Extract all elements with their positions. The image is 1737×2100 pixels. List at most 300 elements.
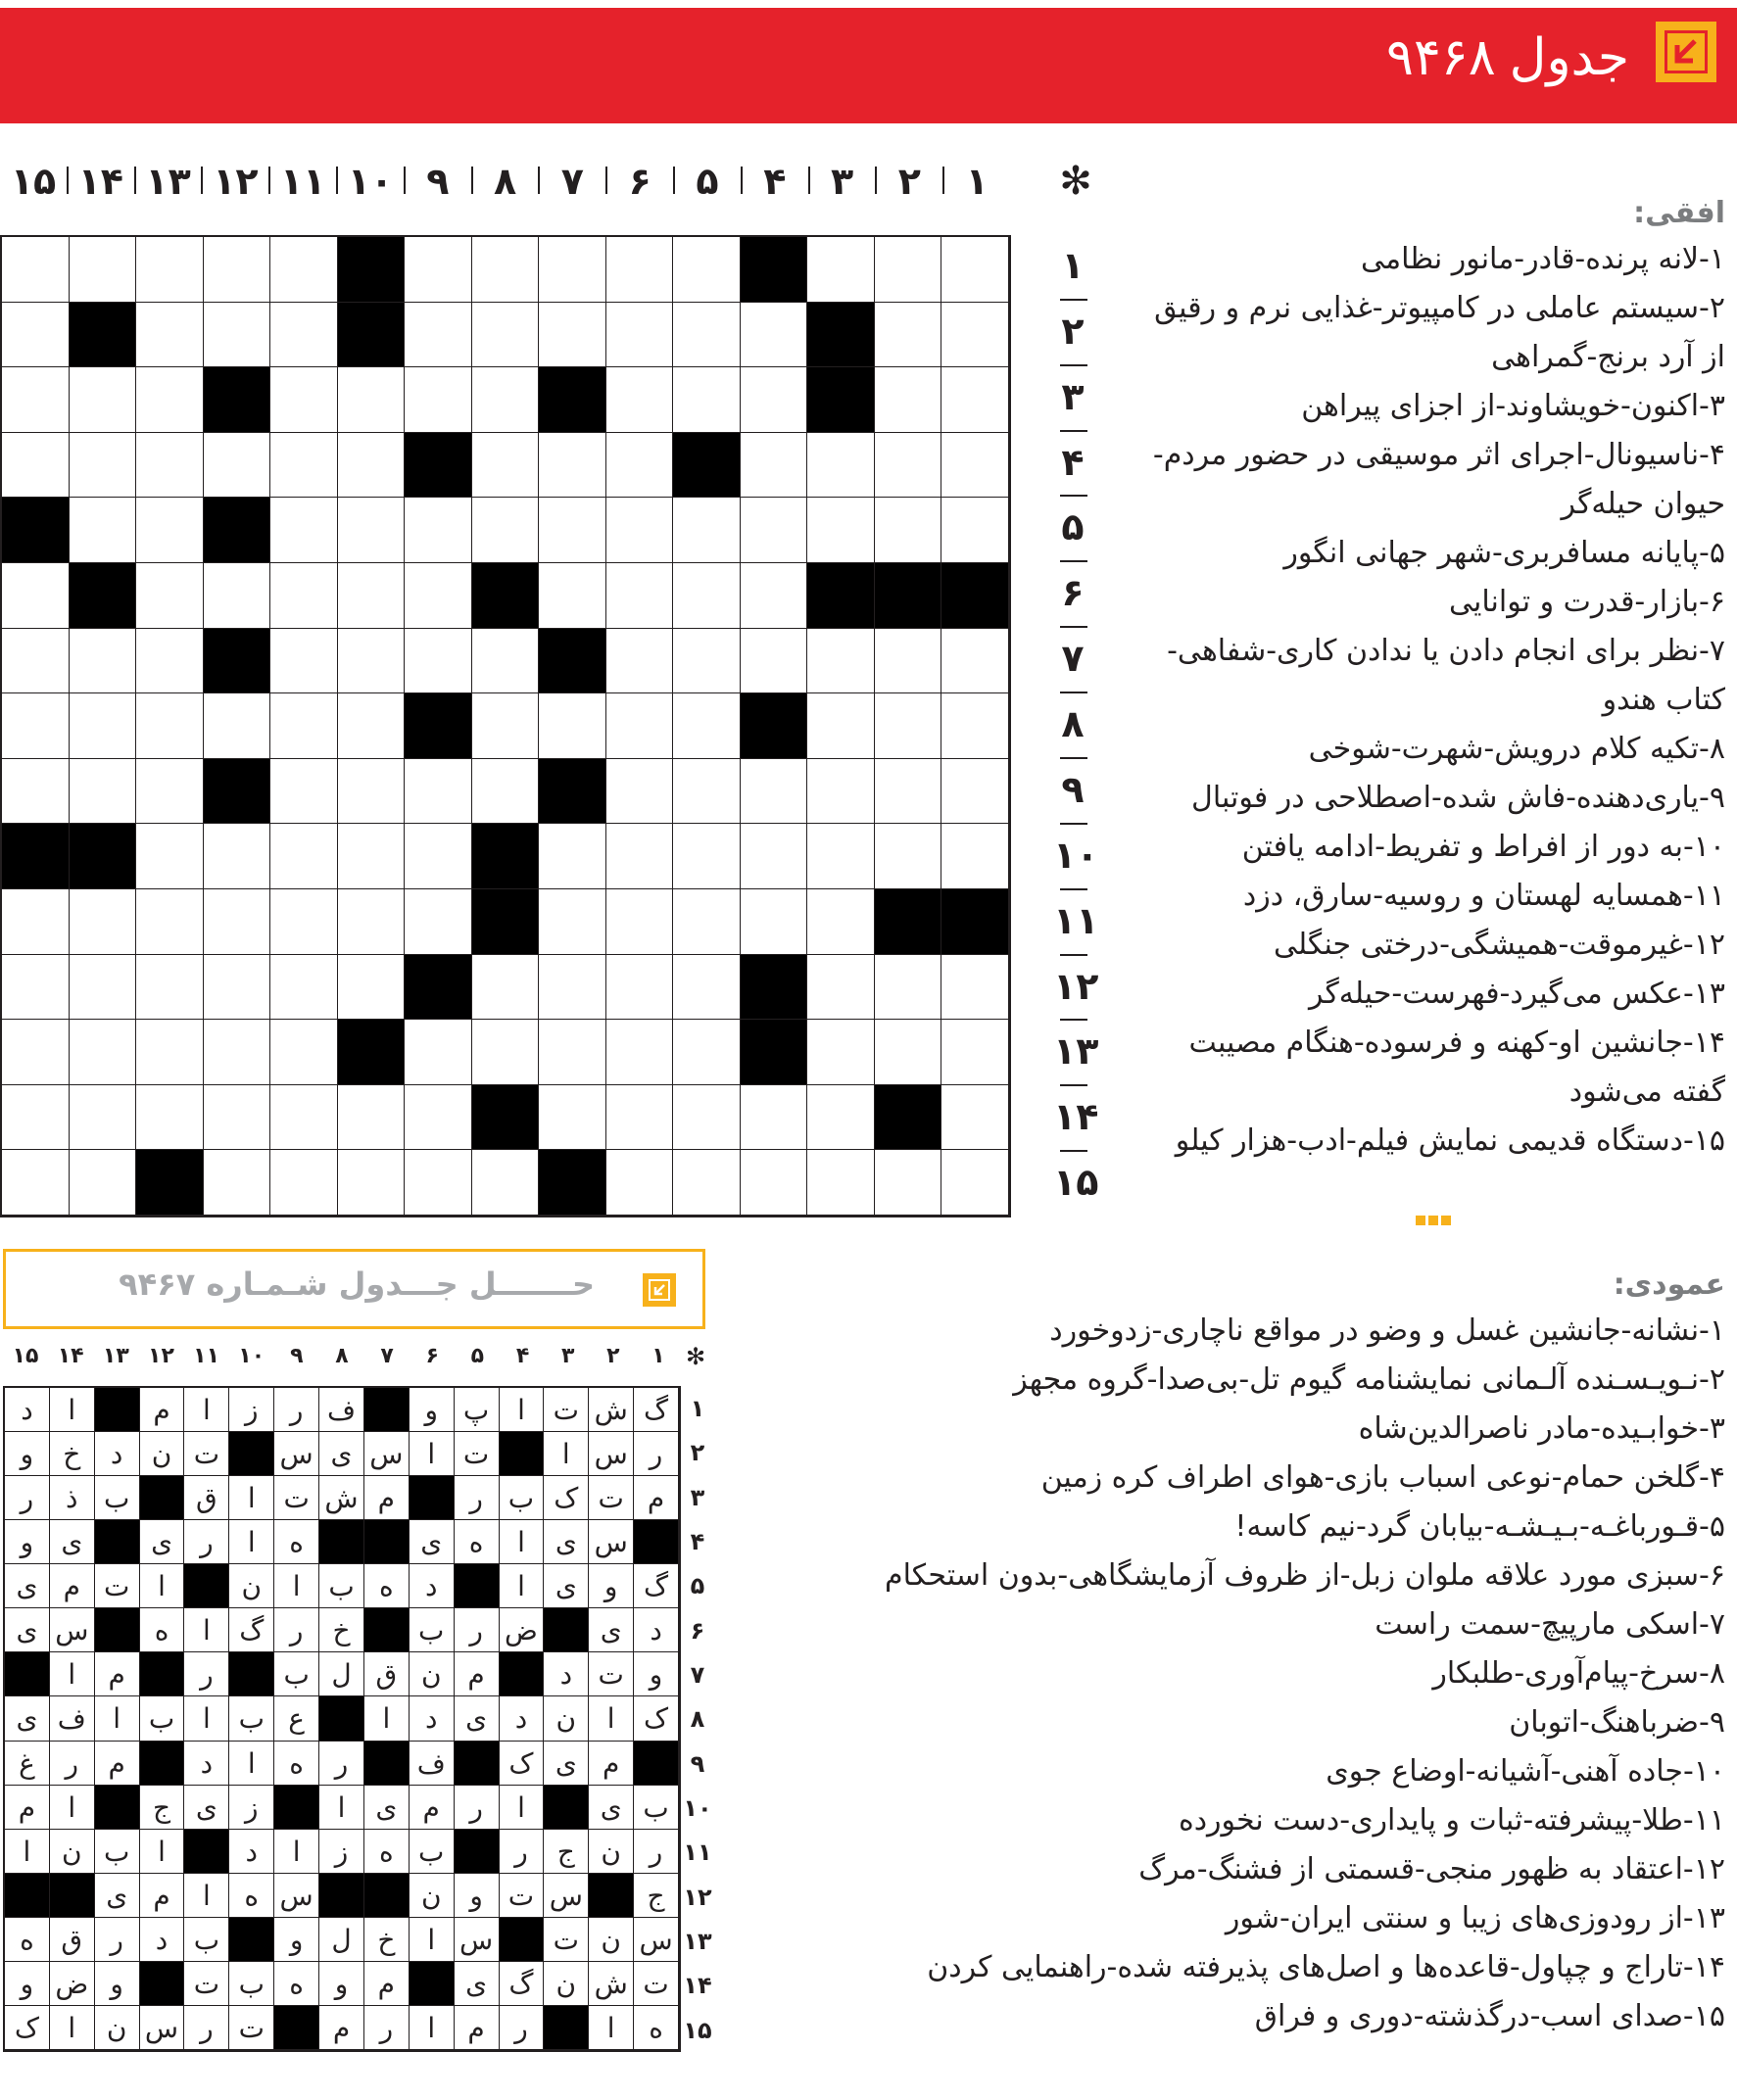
solution-letter-cell: پ xyxy=(455,1388,500,1432)
empty-cell[interactable] xyxy=(673,563,741,629)
column-number: ۱۳ xyxy=(145,160,191,203)
empty-cell[interactable] xyxy=(741,824,808,889)
solution-black-cell xyxy=(500,1652,545,1696)
empty-cell[interactable] xyxy=(606,563,674,629)
black-cell xyxy=(539,629,606,694)
solution-black-cell xyxy=(184,1564,229,1608)
solution-letter-cell: ر xyxy=(184,1520,229,1564)
empty-cell[interactable] xyxy=(204,1085,271,1151)
empty-cell[interactable] xyxy=(270,563,338,629)
empty-cell[interactable] xyxy=(606,889,674,955)
solution-letter-cell: ا xyxy=(364,1696,410,1741)
empty-cell[interactable] xyxy=(338,955,406,1021)
empty-cell[interactable] xyxy=(136,824,204,889)
black-cell xyxy=(472,1085,540,1151)
solution-letter-cell: ا xyxy=(500,1520,545,1564)
empty-cell[interactable] xyxy=(941,955,1009,1021)
solution-column-number: ۴ xyxy=(515,1344,530,1368)
empty-cell[interactable] xyxy=(472,1150,540,1216)
empty-cell[interactable] xyxy=(673,824,741,889)
solution-letter-cell: ا xyxy=(589,1696,634,1741)
empty-cell[interactable] xyxy=(472,367,540,433)
solution-column-number: ۸ xyxy=(335,1344,349,1368)
empty-cell[interactable] xyxy=(2,955,70,1021)
empty-cell[interactable] xyxy=(673,1020,741,1085)
empty-cell[interactable] xyxy=(606,1085,674,1151)
empty-cell[interactable] xyxy=(673,629,741,694)
empty-cell[interactable] xyxy=(472,237,540,303)
row-number: ۴ xyxy=(1061,440,1085,484)
empty-cell[interactable] xyxy=(606,824,674,889)
empty-cell[interactable] xyxy=(338,433,406,499)
solution-letter-cell: ا xyxy=(500,1388,545,1432)
empty-cell[interactable] xyxy=(270,1150,338,1216)
column-separator xyxy=(67,167,69,194)
empty-cell[interactable] xyxy=(472,759,540,825)
empty-cell[interactable] xyxy=(270,693,338,759)
empty-cell[interactable] xyxy=(741,498,808,563)
empty-cell[interactable] xyxy=(204,1020,271,1085)
empty-cell[interactable] xyxy=(136,1085,204,1151)
empty-cell[interactable] xyxy=(539,1085,606,1151)
empty-cell[interactable] xyxy=(941,1150,1009,1216)
column-separator xyxy=(134,167,136,194)
solution-letter-cell: ب xyxy=(410,1608,455,1652)
solution-letter-cell: و xyxy=(455,1874,500,1918)
empty-cell[interactable] xyxy=(2,303,70,368)
solution-row-number: ۱۴ xyxy=(683,1972,712,2000)
empty-cell[interactable] xyxy=(204,889,271,955)
empty-cell[interactable] xyxy=(539,303,606,368)
empty-cell[interactable] xyxy=(539,955,606,1021)
solution-letter-cell: د xyxy=(410,1696,455,1741)
empty-cell[interactable] xyxy=(807,1085,875,1151)
empty-cell[interactable] xyxy=(70,1085,137,1151)
empty-cell[interactable] xyxy=(2,693,70,759)
solution-letter-cell: ن xyxy=(95,2006,140,2050)
empty-cell[interactable] xyxy=(606,433,674,499)
empty-cell[interactable] xyxy=(270,824,338,889)
empty-cell[interactable] xyxy=(2,889,70,955)
empty-cell[interactable] xyxy=(472,433,540,499)
row-separator xyxy=(1060,888,1087,890)
empty-cell[interactable] xyxy=(70,1020,137,1085)
empty-cell[interactable] xyxy=(136,433,204,499)
empty-cell[interactable] xyxy=(405,237,472,303)
solution-black-cell xyxy=(95,1786,140,1830)
empty-cell[interactable] xyxy=(807,498,875,563)
empty-cell[interactable] xyxy=(741,433,808,499)
empty-cell[interactable] xyxy=(2,237,70,303)
empty-cell[interactable] xyxy=(472,629,540,694)
empty-cell[interactable] xyxy=(941,498,1009,563)
empty-cell[interactable] xyxy=(2,433,70,499)
column-number: ۵ xyxy=(696,160,719,203)
black-cell xyxy=(2,824,70,889)
solution-letter-cell: ت xyxy=(500,1874,545,1918)
empty-cell[interactable] xyxy=(270,955,338,1021)
empty-cell[interactable] xyxy=(270,759,338,825)
empty-cell[interactable] xyxy=(807,1150,875,1216)
empty-cell[interactable] xyxy=(405,498,472,563)
empty-cell[interactable] xyxy=(472,498,540,563)
empty-cell[interactable] xyxy=(807,629,875,694)
empty-cell[interactable] xyxy=(136,563,204,629)
empty-cell[interactable] xyxy=(204,563,271,629)
empty-cell[interactable] xyxy=(539,1020,606,1085)
empty-cell[interactable] xyxy=(875,498,942,563)
empty-cell[interactable] xyxy=(2,1085,70,1151)
empty-cell[interactable] xyxy=(807,237,875,303)
empty-cell[interactable] xyxy=(875,759,942,825)
empty-cell[interactable] xyxy=(70,889,137,955)
empty-cell[interactable] xyxy=(807,433,875,499)
empty-cell[interactable] xyxy=(204,1150,271,1216)
solution-letter-cell: م xyxy=(634,1476,679,1520)
empty-cell[interactable] xyxy=(941,1020,1009,1085)
empty-cell[interactable] xyxy=(70,498,137,563)
solution-column-number: ۵ xyxy=(470,1344,485,1368)
solution-letter-cell: خ xyxy=(364,1918,410,1962)
empty-cell[interactable] xyxy=(941,303,1009,368)
solution-black-cell xyxy=(364,1742,410,1786)
empty-cell[interactable] xyxy=(2,367,70,433)
empty-cell[interactable] xyxy=(136,367,204,433)
empty-cell[interactable] xyxy=(741,563,808,629)
empty-cell[interactable] xyxy=(673,237,741,303)
down-title: عمودی: xyxy=(1613,1267,1725,1302)
empty-cell[interactable] xyxy=(70,693,137,759)
empty-cell[interactable] xyxy=(472,955,540,1021)
empty-cell[interactable] xyxy=(338,367,406,433)
empty-cell[interactable] xyxy=(204,237,271,303)
solution-letter-cell: ی xyxy=(410,1520,455,1564)
solution-black-cell xyxy=(140,1476,185,1520)
empty-cell[interactable] xyxy=(136,303,204,368)
across-clue: ۷-نظر برای انجام دادن یا ندادن کاری-شفاهی-کتاب هندو xyxy=(1167,634,1725,717)
corner-star-icon: ✻ xyxy=(1059,159,1092,204)
empty-cell[interactable] xyxy=(472,693,540,759)
solution-letter-cell: م xyxy=(95,1652,140,1696)
row-number: ۲ xyxy=(1061,309,1085,353)
empty-cell[interactable] xyxy=(70,629,137,694)
solution-letter-cell: ت xyxy=(184,1962,229,2006)
solution-black-cell xyxy=(455,1830,500,1874)
empty-cell[interactable] xyxy=(472,303,540,368)
empty-cell[interactable] xyxy=(741,1150,808,1216)
empty-cell[interactable] xyxy=(338,1085,406,1151)
solution-column-number: ۱۴ xyxy=(57,1344,84,1368)
black-cell xyxy=(941,889,1009,955)
empty-cell[interactable] xyxy=(405,1150,472,1216)
solution-black-cell xyxy=(319,1520,364,1564)
empty-cell[interactable] xyxy=(941,759,1009,825)
solution-letter-cell: ا xyxy=(184,1608,229,1652)
empty-cell[interactable] xyxy=(338,498,406,563)
black-cell xyxy=(204,629,271,694)
solution-letter-cell: و xyxy=(589,1564,634,1608)
empty-cell[interactable] xyxy=(741,1085,808,1151)
solution-letter-cell: و xyxy=(95,1962,140,2006)
empty-cell[interactable] xyxy=(606,759,674,825)
empty-cell[interactable] xyxy=(539,498,606,563)
empty-cell[interactable] xyxy=(136,759,204,825)
empty-cell[interactable] xyxy=(338,1150,406,1216)
empty-cell[interactable] xyxy=(136,693,204,759)
column-number: ۷ xyxy=(560,160,584,203)
empty-cell[interactable] xyxy=(941,237,1009,303)
empty-cell[interactable] xyxy=(338,563,406,629)
empty-cell[interactable] xyxy=(539,824,606,889)
empty-cell[interactable] xyxy=(2,1150,70,1216)
empty-cell[interactable] xyxy=(875,1150,942,1216)
empty-cell[interactable] xyxy=(875,237,942,303)
empty-cell[interactable] xyxy=(875,1020,942,1085)
empty-cell[interactable] xyxy=(875,693,942,759)
empty-cell[interactable] xyxy=(405,1085,472,1151)
empty-cell[interactable] xyxy=(70,955,137,1021)
solution-black-cell xyxy=(364,1874,410,1918)
black-cell xyxy=(741,693,808,759)
down-clue: ۱-نشانه-جانشین غسل و وضو در مواقع ناچاری-زدوخورد xyxy=(1049,1313,1725,1348)
down-clue: ۱۱-طلا-پیشرفته-ثبات و پایداری-دست نخورده xyxy=(1178,1803,1725,1838)
empty-cell[interactable] xyxy=(673,759,741,825)
empty-cell[interactable] xyxy=(405,629,472,694)
empty-cell[interactable] xyxy=(606,303,674,368)
solution-letter-cell: غ xyxy=(5,1742,50,1786)
page-title xyxy=(1139,24,1629,92)
solution-letter-cell: ر xyxy=(95,1918,140,1962)
empty-cell[interactable] xyxy=(338,693,406,759)
solution-letter-cell: خ xyxy=(50,1432,95,1476)
down-clue: ۱۵-صدای اسب-درگذشته-دوری و فراق xyxy=(1254,1999,1725,2033)
solution-letter-cell: ع xyxy=(274,1696,319,1741)
empty-cell[interactable] xyxy=(270,367,338,433)
empty-cell[interactable] xyxy=(405,824,472,889)
empty-cell[interactable] xyxy=(875,367,942,433)
across-clue: ۱۱-همسایه لهستان و روسیه-سارق، دزد xyxy=(1242,879,1725,913)
row-number: ۱۱ xyxy=(1053,898,1099,942)
empty-cell[interactable] xyxy=(70,433,137,499)
empty-cell[interactable] xyxy=(741,367,808,433)
solution-letter-cell: م xyxy=(589,1742,634,1786)
solution-black-cell xyxy=(364,1608,410,1652)
empty-cell[interactable] xyxy=(606,955,674,1021)
solution-letter-cell: ر xyxy=(364,2006,410,2050)
empty-cell[interactable] xyxy=(270,1085,338,1151)
empty-cell[interactable] xyxy=(338,629,406,694)
empty-cell[interactable] xyxy=(270,433,338,499)
empty-cell[interactable] xyxy=(807,759,875,825)
empty-cell[interactable] xyxy=(673,303,741,368)
solution-letter-cell: ا xyxy=(5,1830,50,1874)
solution-letter-cell: ا xyxy=(500,1786,545,1830)
solution-letter-cell: ب xyxy=(500,1476,545,1520)
solution-letter-cell: ه xyxy=(455,1520,500,1564)
solution-column-number: ۷ xyxy=(380,1344,394,1368)
empty-cell[interactable] xyxy=(875,433,942,499)
empty-cell[interactable] xyxy=(673,693,741,759)
empty-cell[interactable] xyxy=(875,303,942,368)
empty-cell[interactable] xyxy=(270,303,338,368)
solution-column-number: ۹ xyxy=(290,1344,304,1368)
empty-cell[interactable] xyxy=(539,889,606,955)
empty-cell[interactable] xyxy=(338,759,406,825)
empty-cell[interactable] xyxy=(807,824,875,889)
empty-cell[interactable] xyxy=(338,889,406,955)
across-clue: ۵-پایانه مسافربری-شهر جهانی انگور xyxy=(1283,536,1725,570)
empty-cell[interactable] xyxy=(807,955,875,1021)
solution-black-cell xyxy=(544,1786,589,1830)
down-clue: ۹-ضرباهنگ-اتوبان xyxy=(1509,1705,1725,1740)
empty-cell[interactable] xyxy=(136,889,204,955)
empty-cell[interactable] xyxy=(606,237,674,303)
empty-cell[interactable] xyxy=(2,759,70,825)
empty-cell[interactable] xyxy=(941,367,1009,433)
empty-cell[interactable] xyxy=(70,237,137,303)
black-cell xyxy=(338,237,406,303)
empty-cell[interactable] xyxy=(875,824,942,889)
empty-cell[interactable] xyxy=(606,498,674,563)
solution-letter-cell: ا xyxy=(184,1874,229,1918)
empty-cell[interactable] xyxy=(136,629,204,694)
empty-cell[interactable] xyxy=(606,1150,674,1216)
solution-letter-cell: ه xyxy=(5,1918,50,1962)
empty-cell[interactable] xyxy=(270,889,338,955)
down-clue: ۱۰-جاده آهنی-آشیانه-اوضاع جوی xyxy=(1326,1754,1725,1789)
solution-black-cell xyxy=(140,1652,185,1696)
solution-letter-cell: ر xyxy=(5,1476,50,1520)
empty-cell[interactable] xyxy=(941,824,1009,889)
empty-cell[interactable] xyxy=(338,824,406,889)
down-clue: ۳-خوابـیده-مادر ناصرالدین‌شاه xyxy=(1358,1411,1725,1446)
black-cell xyxy=(70,303,137,368)
across-clue: ۶-بازار-قدرت و توانایی xyxy=(1449,585,1725,619)
empty-cell[interactable] xyxy=(70,759,137,825)
empty-cell[interactable] xyxy=(673,498,741,563)
empty-cell[interactable] xyxy=(270,237,338,303)
empty-cell[interactable] xyxy=(741,303,808,368)
solution-letter-cell: د xyxy=(544,1652,589,1696)
empty-cell[interactable] xyxy=(405,759,472,825)
column-separator xyxy=(268,167,270,194)
empty-cell[interactable] xyxy=(673,955,741,1021)
empty-cell[interactable] xyxy=(741,889,808,955)
empty-cell[interactable] xyxy=(807,889,875,955)
black-cell xyxy=(875,563,942,629)
empty-cell[interactable] xyxy=(606,693,674,759)
empty-cell[interactable] xyxy=(204,955,271,1021)
empty-cell[interactable] xyxy=(405,303,472,368)
empty-cell[interactable] xyxy=(136,498,204,563)
solution-letter-cell: ی xyxy=(455,1962,500,2006)
empty-cell[interactable] xyxy=(539,433,606,499)
black-cell xyxy=(338,1020,406,1085)
solution-letter-cell: ر xyxy=(274,1388,319,1432)
solution-letter-cell: د xyxy=(5,1388,50,1432)
empty-cell[interactable] xyxy=(606,1020,674,1085)
empty-cell[interactable] xyxy=(673,1085,741,1151)
row-number: ۱۳ xyxy=(1053,1029,1099,1074)
column-separator xyxy=(471,167,473,194)
across-clues xyxy=(1128,192,1725,1166)
empty-cell[interactable] xyxy=(204,824,271,889)
empty-cell[interactable] xyxy=(472,1020,540,1085)
empty-cell[interactable] xyxy=(204,433,271,499)
solution-arrow-icon xyxy=(643,1273,676,1307)
empty-cell[interactable] xyxy=(606,367,674,433)
empty-cell[interactable] xyxy=(539,237,606,303)
empty-cell[interactable] xyxy=(70,1150,137,1216)
solution-letter-cell: ض xyxy=(500,1608,545,1652)
empty-cell[interactable] xyxy=(136,955,204,1021)
empty-cell[interactable] xyxy=(136,237,204,303)
empty-cell[interactable] xyxy=(2,563,70,629)
empty-cell[interactable] xyxy=(2,629,70,694)
solution-letter-cell: ت xyxy=(455,1432,500,1476)
solution-letter-cell: ز xyxy=(229,1388,274,1432)
empty-cell[interactable] xyxy=(405,563,472,629)
empty-cell[interactable] xyxy=(741,629,808,694)
empty-cell[interactable] xyxy=(807,693,875,759)
empty-cell[interactable] xyxy=(941,1085,1009,1151)
empty-cell[interactable] xyxy=(941,693,1009,759)
solution-letter-cell: د xyxy=(410,1564,455,1608)
empty-cell[interactable] xyxy=(673,1150,741,1216)
empty-cell[interactable] xyxy=(2,1020,70,1085)
empty-cell[interactable] xyxy=(405,1020,472,1085)
empty-cell[interactable] xyxy=(741,759,808,825)
solution-letter-cell: ه xyxy=(229,1874,274,1918)
column-number: ۸ xyxy=(493,160,517,203)
empty-cell[interactable] xyxy=(270,1020,338,1085)
empty-cell[interactable] xyxy=(606,629,674,694)
empty-cell[interactable] xyxy=(673,889,741,955)
empty-cell[interactable] xyxy=(70,367,137,433)
empty-cell[interactable] xyxy=(405,367,472,433)
empty-cell[interactable] xyxy=(807,1020,875,1085)
empty-cell[interactable] xyxy=(136,1020,204,1085)
empty-cell[interactable] xyxy=(941,629,1009,694)
empty-cell[interactable] xyxy=(539,693,606,759)
solution-column-number: ۶ xyxy=(425,1344,439,1368)
empty-cell[interactable] xyxy=(539,563,606,629)
solution-letter-cell: ی xyxy=(544,1742,589,1786)
column-number: ۴ xyxy=(763,160,787,203)
solution-letter-cell: ت xyxy=(229,2006,274,2050)
solution-letter-cell: ب xyxy=(95,1830,140,1874)
empty-cell[interactable] xyxy=(875,629,942,694)
across-clue: ۱۵-دستگاه قدیمی نمایش فیلم-ادب-هزار کیلو xyxy=(1175,1123,1725,1158)
solution-letter-cell: خ xyxy=(319,1608,364,1652)
empty-cell[interactable] xyxy=(204,693,271,759)
row-separator xyxy=(1060,299,1087,301)
row-number: ۶ xyxy=(1061,571,1085,615)
empty-cell[interactable] xyxy=(941,433,1009,499)
empty-cell[interactable] xyxy=(875,955,942,1021)
black-cell xyxy=(204,759,271,825)
empty-cell[interactable] xyxy=(204,303,271,368)
solution-row-number: ۱۰ xyxy=(683,1794,712,1822)
empty-cell[interactable] xyxy=(405,889,472,955)
empty-cell[interactable] xyxy=(673,367,741,433)
solution-letter-cell: ی xyxy=(95,1874,140,1918)
solution-row-number: ۵ xyxy=(690,1572,705,1600)
empty-cell[interactable] xyxy=(270,498,338,563)
empty-cell[interactable] xyxy=(270,629,338,694)
solution-letter-cell: ن xyxy=(410,1874,455,1918)
solution-letter-cell: س xyxy=(589,1432,634,1476)
